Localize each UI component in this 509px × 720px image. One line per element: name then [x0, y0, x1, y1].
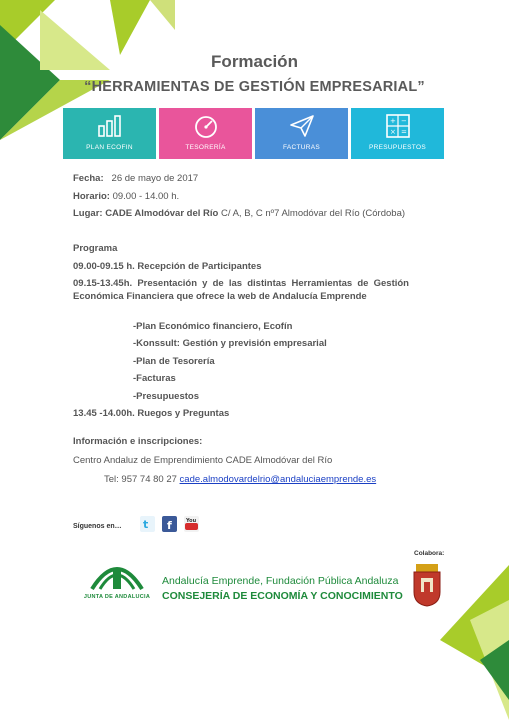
- lugar-value: C/ A, B, C nº7 Almodóvar del Río (Córdoba): [220, 208, 406, 219]
- facebook-icon[interactable]: [162, 516, 177, 532]
- page-title: Formación: [211, 52, 298, 71]
- bar-chart-icon: [97, 114, 123, 138]
- paper-plane-icon: [289, 114, 315, 138]
- svg-text:f: f: [167, 519, 172, 532]
- social-label: Síguenos en…: [73, 523, 122, 530]
- tile-label: FACTURAS: [282, 144, 321, 151]
- subitem-presupuestos: -Presupuestos: [133, 391, 199, 402]
- calculator-icon: [385, 114, 411, 138]
- svg-text:You: You: [186, 518, 197, 524]
- org-line-1: Andalucía Emprende, Fundación Pública Andaluza: [162, 575, 399, 587]
- fecha-value: 26 de mayo de 2017: [111, 173, 199, 184]
- twitter-icon[interactable]: [140, 516, 155, 532]
- tile-tesoreria: [159, 108, 252, 159]
- info-center: Centro Andaluz de Emprendimiento CADE Almodóvar del Río: [73, 455, 333, 466]
- tile-label: PRESUPUESTOS: [369, 144, 426, 151]
- subitem-facturas: -Facturas: [133, 373, 176, 384]
- subitem-konssult: -Konssult: Gestión y previsión empresarial: [133, 338, 327, 349]
- coat-of-arms-icon: [410, 562, 444, 608]
- fecha-line: [73, 173, 198, 184]
- lugar-label: Lugar: CADE Almodóvar del Río: [73, 208, 219, 219]
- programa-item-2-text: Presentación y de las distintas Herramientas de Gestión Económica Financiera que ofrece la web de Andalucía Emprende: [73, 278, 409, 302]
- programa-item-2: [73, 278, 409, 303]
- svg-text:×: ×: [389, 128, 396, 136]
- org-line-2: CONSEJERÍA DE ECONOMÍA Y CONOCIMIENTO: [162, 590, 403, 602]
- tile-label: PLAN ECOFIN: [86, 144, 133, 151]
- youtube-icon[interactable]: [184, 516, 199, 532]
- gauge-icon: [193, 114, 219, 138]
- info-contact: [104, 474, 376, 485]
- svg-text:+: +: [389, 117, 396, 125]
- subitem-tesoreria: -Plan de Tesorería: [133, 356, 215, 367]
- svg-text:=: =: [400, 128, 407, 136]
- programa-item-1: 09.00-09.15 h. Recepción de Participantes: [73, 261, 262, 272]
- info-heading: Información e inscripciones:: [73, 436, 203, 447]
- horario-line: [73, 191, 179, 202]
- subitem-ecofin: -Plan Económico financiero, Ecofín: [133, 321, 293, 332]
- horario-label: Horario:: [73, 191, 110, 202]
- svg-text:−: −: [400, 117, 407, 125]
- programa-item-3: 13.45 -14.00h. Ruegos y Preguntas: [73, 408, 230, 419]
- info-tel: Tel: 957 74 80 27: [104, 474, 177, 485]
- colabora-label: Colabora:: [414, 550, 445, 557]
- programa-item-2-time: 09.15-13.45h.: [73, 278, 133, 289]
- horario-value: 09.00 - 14.00 h.: [112, 191, 180, 202]
- course-subtitle: “HERRAMIENTAS DE GESTIÓN EMPRESARIAL”: [84, 79, 425, 95]
- fecha-label: Fecha:: [73, 173, 104, 184]
- junta-andalucia-logo: [86, 557, 148, 595]
- svg-text:t: t: [143, 518, 149, 531]
- programa-heading: Programa: [73, 243, 118, 254]
- tile-presupuestos: [351, 108, 444, 159]
- email-link[interactable]: cade.almodovardelrio@andaluciaemprende.es: [179, 474, 377, 485]
- tile-label: TESORERÍA: [185, 144, 226, 151]
- tile-plan-ecofin: [63, 108, 156, 159]
- lugar-line: [73, 208, 405, 219]
- tile-facturas: [255, 108, 348, 159]
- junta-label: JUNTA DE ANDALUCIA: [83, 594, 151, 600]
